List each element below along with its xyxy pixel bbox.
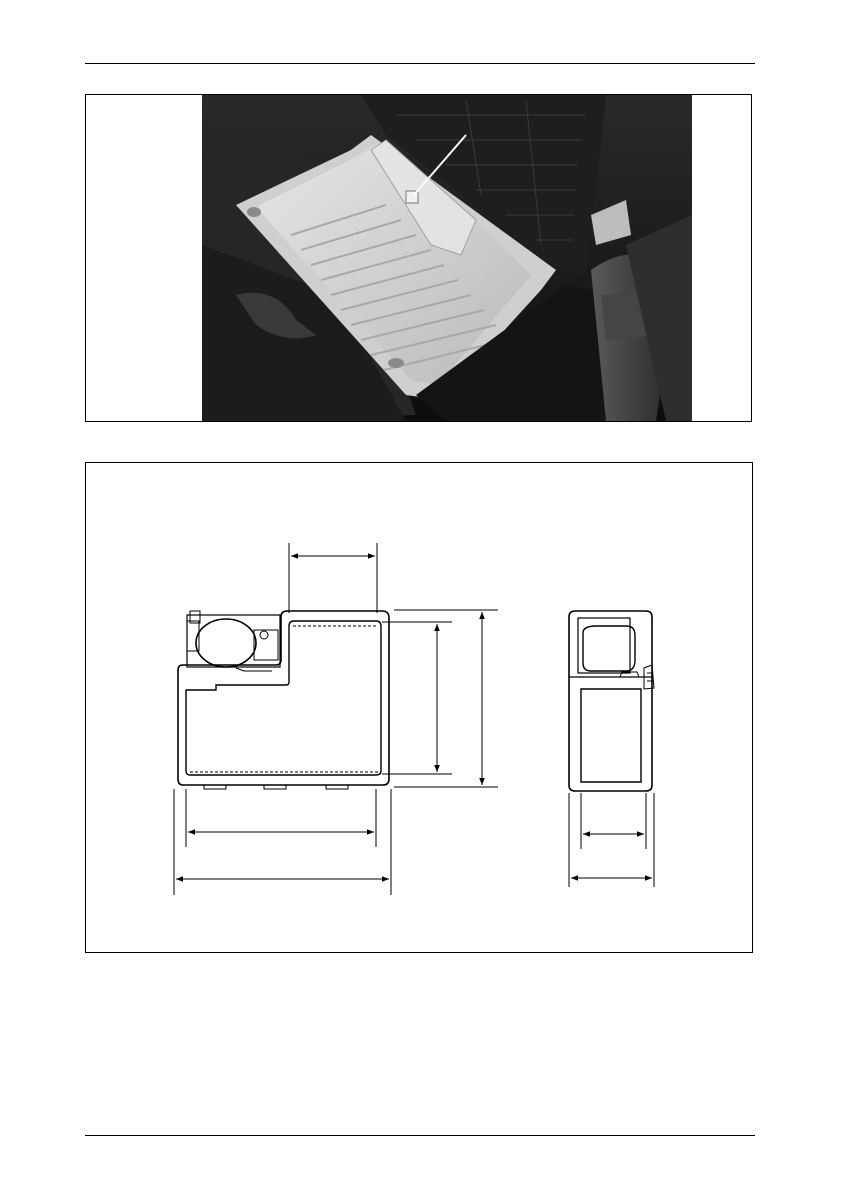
header-rule bbox=[85, 63, 755, 64]
side-view bbox=[569, 611, 654, 791]
front-view bbox=[178, 611, 389, 789]
drain-plug-left bbox=[247, 207, 261, 217]
fridge-photo-illustration bbox=[86, 95, 751, 421]
footer-rule bbox=[85, 1135, 755, 1136]
photo-figure-frame bbox=[85, 94, 752, 422]
drain-plug-right bbox=[388, 358, 404, 368]
front-dimensions bbox=[174, 543, 498, 895]
dimension-drawing-frame bbox=[85, 462, 753, 953]
dimension-drawing bbox=[86, 463, 752, 952]
side-dimensions bbox=[569, 793, 654, 887]
compressor-icon bbox=[196, 619, 256, 667]
